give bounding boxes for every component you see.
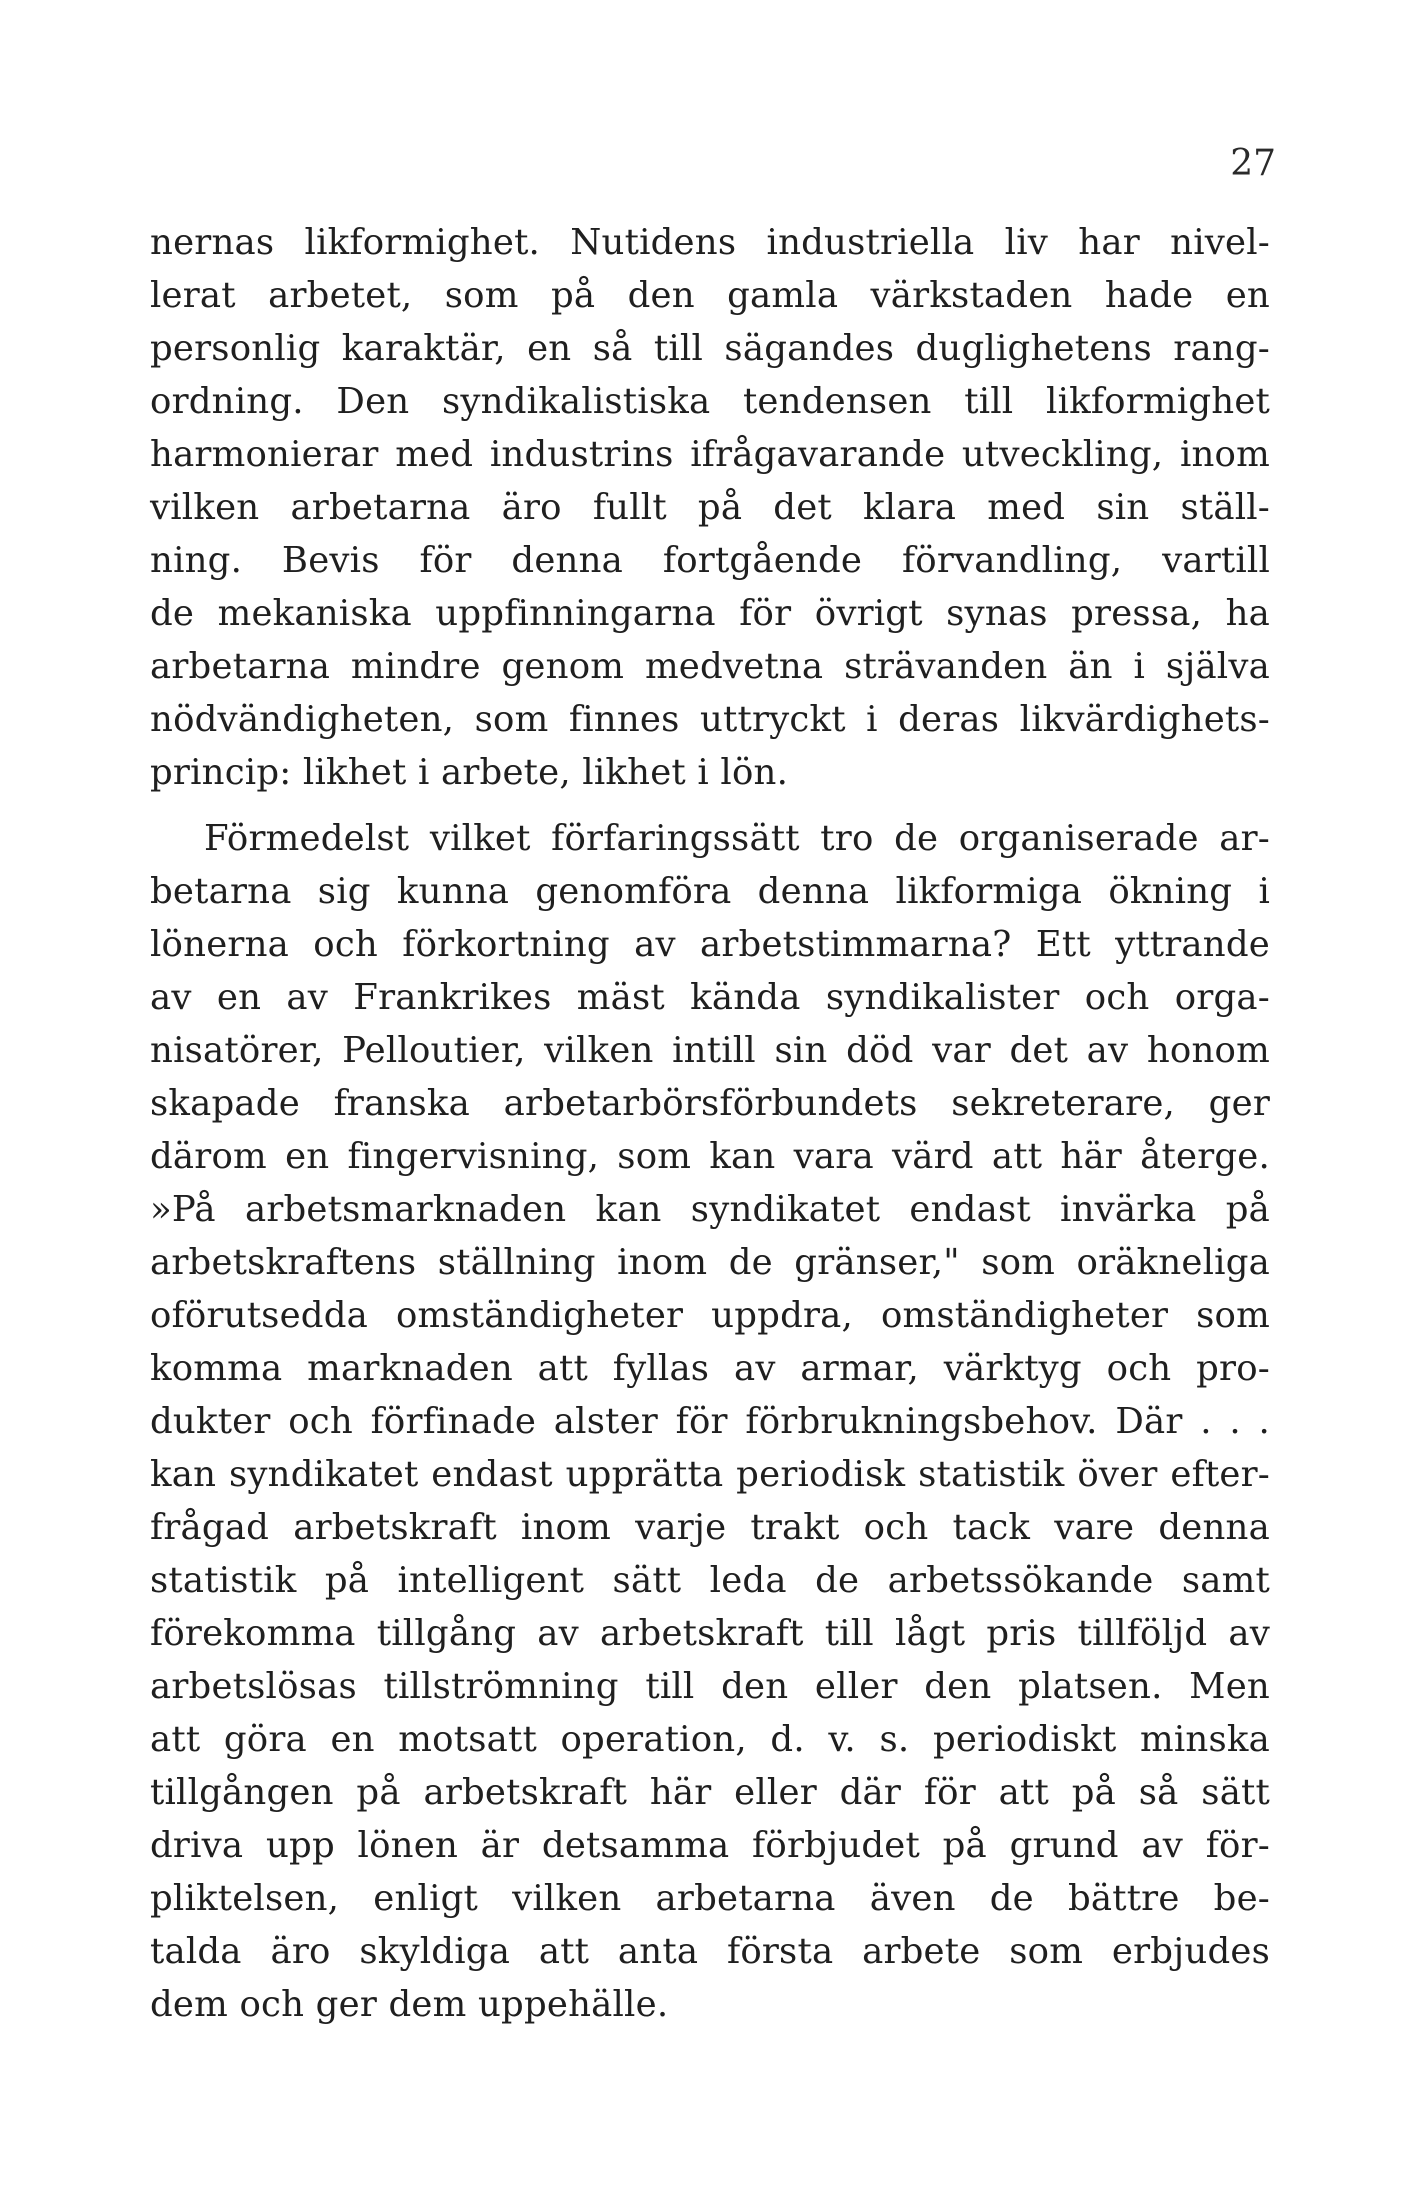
text-line: »På arbetsmarknaden kan syndikatet endast invärka på xyxy=(150,1189,1270,1230)
text-line: förekomma tillgång av arbetskraft till lågt pris tillföljd av xyxy=(150,1613,1270,1654)
text-line: arbetskraftens ställning inom de gränser," som oräkneliga xyxy=(150,1242,1270,1283)
text-line: av en av Frankrikes mäst kända syndikalister och orga- xyxy=(150,977,1270,1018)
paragraph-1 xyxy=(150,216,1270,799)
text-line: statistik på intelligent sätt leda de arbetssökande samt xyxy=(150,1560,1270,1601)
text-line: de mekaniska uppfinningarna för övrigt synas pressa, ha xyxy=(150,593,1270,634)
body-text xyxy=(150,216,1270,2031)
text-line: princip: likhet i arbete, likhet i lön. xyxy=(150,752,789,793)
text-line: ordning. Den syndikalistiska tendensen till likformighet xyxy=(150,381,1270,422)
text-line: komma marknaden att fyllas av armar, värktyg och pro- xyxy=(150,1348,1270,1389)
text-line: tillgången på arbetskraft här eller där för att på så sätt xyxy=(150,1772,1270,1813)
text-line: personlig karaktär, en så till sägandes duglighetens rang- xyxy=(150,328,1270,369)
page-number: 27 xyxy=(1230,143,1276,184)
text-line: betarna sig kunna genomföra denna likformiga ökning i xyxy=(150,871,1270,912)
text-line: lerat arbetet, som på den gamla värkstaden hade en xyxy=(150,275,1270,316)
text-line: lönerna och förkortning av arbetstimmarna? Ett yttrande xyxy=(150,924,1270,965)
text-line: därom en fingervisning, som kan vara värd att här återge. xyxy=(150,1136,1270,1177)
text-line: att göra en motsatt operation, d. v. s. periodiskt minska xyxy=(150,1719,1270,1760)
text-line: skapade franska arbetarbörsförbundets sekreterare, ger xyxy=(150,1083,1270,1124)
text-line: dukter och förfinade alster för förbrukningsbehov. Där . . . xyxy=(150,1401,1270,1442)
text-line: talda äro skyldiga att anta första arbete som erbjudes xyxy=(150,1931,1270,1972)
text-line: pliktelsen, enligt vilken arbetarna även de bättre be- xyxy=(150,1878,1270,1919)
text-line: arbetslösas tillströmning till den eller den platsen. Men xyxy=(150,1666,1270,1707)
text-line: oförutsedda omständigheter uppdra, omständigheter som xyxy=(150,1295,1270,1336)
text-line: nisatörer, Pelloutier, vilken intill sin död var det av honom xyxy=(150,1030,1270,1071)
text-line: nernas likformighet. Nutidens industriella liv har nivel- xyxy=(150,222,1270,263)
text-line: arbetarna mindre genom medvetna strävanden än i själva xyxy=(150,646,1270,687)
text-line: vilken arbetarna äro fullt på det klara med sin ställ- xyxy=(150,487,1270,528)
text-line: driva upp lönen är detsamma förbjudet på grund av för- xyxy=(150,1825,1270,1866)
text-line: harmonierar med industrins ifrågavarande utveckling, inom xyxy=(150,434,1270,475)
text-line: kan syndikatet endast upprätta periodisk statistik över efter- xyxy=(150,1454,1270,1495)
paragraph-2 xyxy=(150,812,1270,2031)
text-line: frågad arbetskraft inom varje trakt och tack vare denna xyxy=(150,1507,1270,1548)
text-line: nödvändigheten, som finnes uttryckt i deras likvärdighets- xyxy=(150,699,1270,740)
text-line: dem och ger dem uppehälle. xyxy=(150,1984,669,2025)
text-line: Förmedelst vilket förfaringssätt tro de organiserade ar- xyxy=(204,818,1270,859)
paragraph-gap xyxy=(150,799,1270,812)
text-line: ning. Bevis för denna fortgående förvandling, vartill xyxy=(150,540,1270,581)
